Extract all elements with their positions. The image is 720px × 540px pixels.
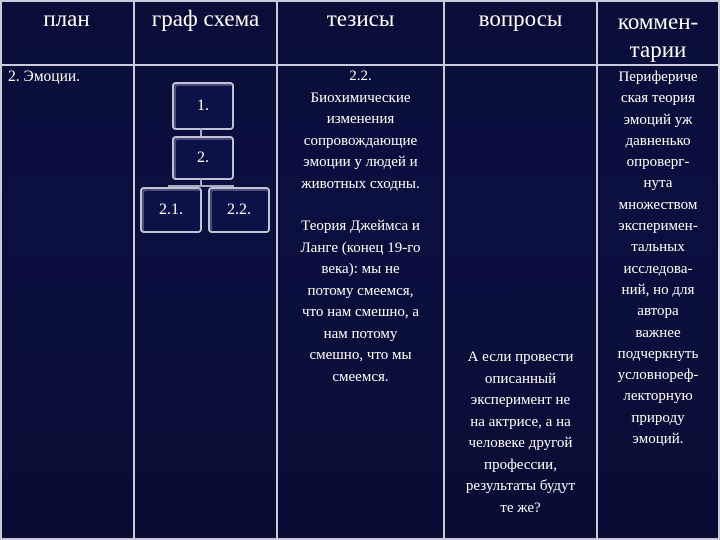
comment-line: тальных [631, 239, 685, 256]
question-line: А если провести [467, 349, 574, 365]
comment-line: важнее [635, 324, 681, 341]
theses-line: что нам смешно, а [301, 304, 420, 320]
questions-text [445, 347, 596, 519]
graph-node-1: 1. [172, 82, 234, 130]
theses-block-1 [278, 66, 443, 195]
header-comments: коммен- тарии [617, 8, 699, 62]
comment-line: множеством [618, 196, 698, 213]
theses-line: смеемся. [332, 368, 389, 385]
question-line: описанный [484, 370, 557, 387]
theses-line: Теория Джеймса и [301, 218, 420, 234]
comment-line: нута [643, 175, 673, 192]
comment-line: ская теория [620, 90, 696, 107]
comment-line: автора [637, 303, 679, 320]
theses-line: Биохимические [310, 89, 411, 106]
comment-line: Перифериче [618, 69, 698, 85]
graph-node-2: 2. [172, 136, 234, 180]
comment-line: эмоций. [632, 431, 684, 448]
theses-line: животных сходны. [301, 175, 420, 192]
question-line: эксперимент не [470, 392, 571, 408]
header-graph: граф схема [151, 6, 260, 31]
comment-line: исследова- [623, 260, 693, 277]
header-plan: план [43, 6, 90, 31]
theses-line: века): мы не [321, 261, 400, 277]
graph-connector [200, 128, 202, 136]
theses-line: эмоции у людей и [303, 154, 418, 170]
column-divider [0, 0, 2, 540]
comment-line: природу [631, 409, 685, 426]
question-line: профессии, [484, 456, 557, 473]
comment-line: эмоций уж [623, 111, 693, 128]
theses-line: нам потому [323, 325, 398, 342]
comments-text [598, 67, 718, 450]
theses-line: смешно, что мы [309, 347, 412, 363]
plan-item: 2. Эмоции. [8, 68, 81, 85]
theses-line: сопровождающие [303, 132, 418, 149]
question-line: те же? [500, 499, 541, 516]
question-line: результаты будут [465, 478, 576, 494]
question-line: на актрисе, а на [470, 413, 571, 430]
comment-line: лекторную [623, 388, 693, 405]
comment-line: давненько [625, 132, 691, 149]
theses-line: изменения [326, 111, 395, 127]
theses-line: 2.2. [349, 68, 372, 84]
header-theses: тезисы [326, 6, 395, 31]
graph-node-2-1: 2.1. [140, 187, 202, 233]
comment-line: условнореф- [617, 367, 699, 384]
theses-line: потому смеемся, [307, 282, 414, 299]
question-line: человеке другой [468, 435, 573, 451]
comment-line: опроверг- [626, 154, 690, 171]
header-questions: вопросы [478, 6, 563, 31]
comment-line: подчеркнуть [617, 345, 699, 362]
column-divider [133, 0, 135, 540]
comment-line: эксперимен- [618, 218, 698, 235]
comment-line: ний, но для [621, 281, 695, 298]
theses-block-2 [278, 216, 443, 388]
theses-line: Ланге (конец 19-го [300, 239, 421, 256]
graph-node-2-2: 2.2. [208, 187, 270, 233]
